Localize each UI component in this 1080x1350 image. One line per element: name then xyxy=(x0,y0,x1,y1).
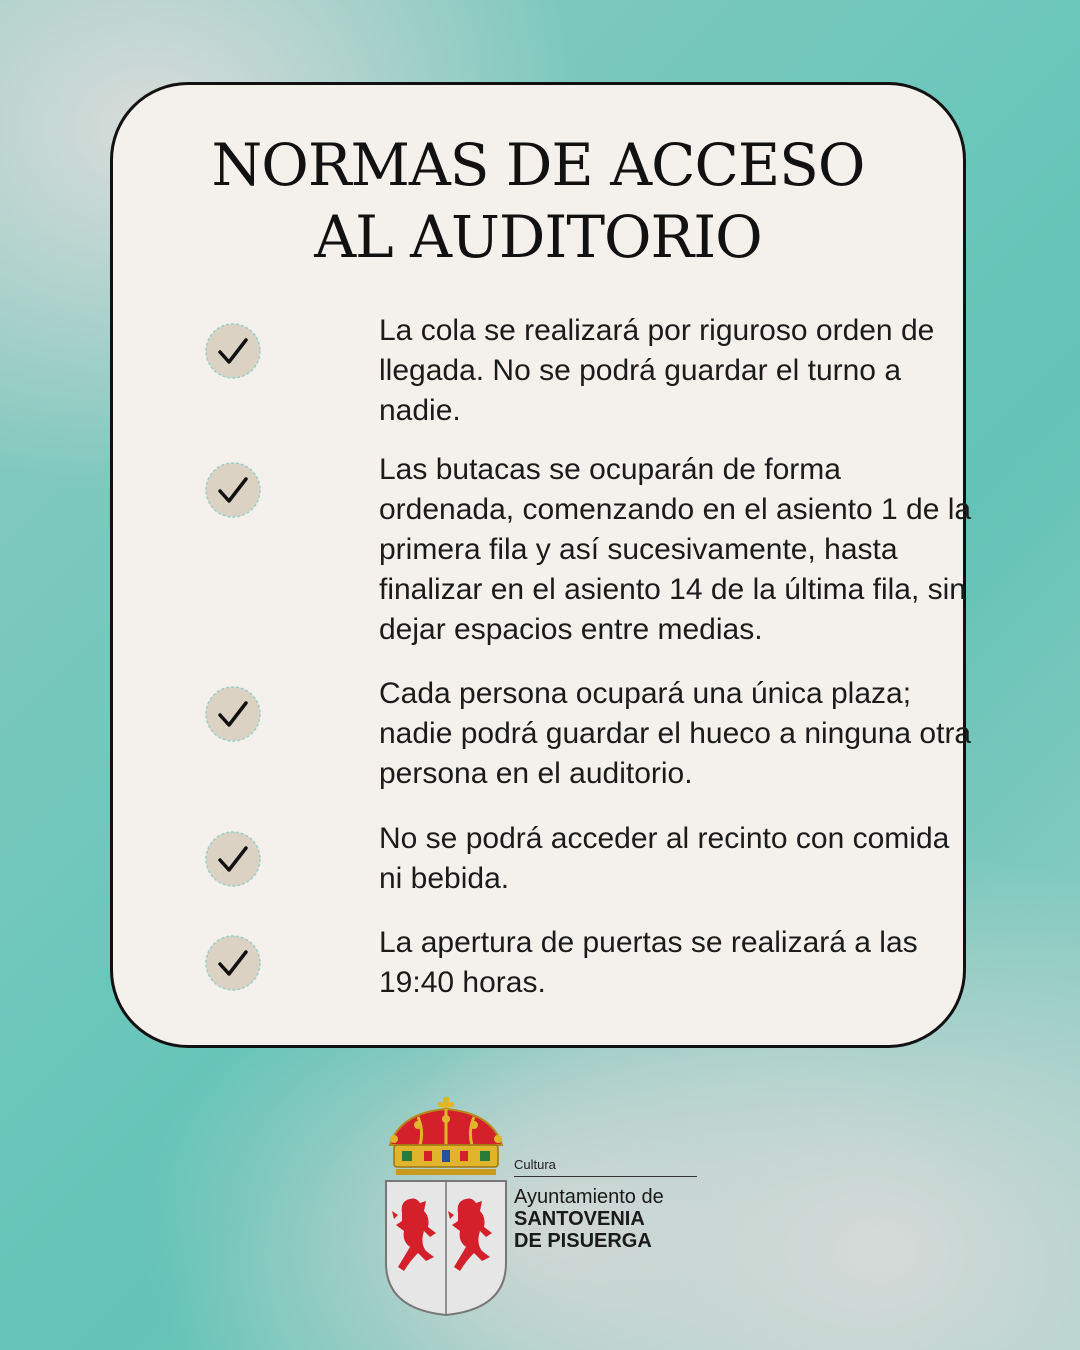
rule-text: No se podrá acceder al recinto con comida ni bebida. xyxy=(379,822,950,895)
rule-text: Cada persona ocupará una única plaza; nadie podrá guardar el hueco a ninguna otra persona en el auditorio. xyxy=(379,677,972,790)
check-badge-icon xyxy=(205,686,261,742)
check-badge-icon xyxy=(205,323,261,379)
municipal-logo xyxy=(380,1095,710,1320)
title-line-2: AL AUDITORIO xyxy=(314,203,762,271)
rule-text: La cola se realizará por riguroso orden de llegada. No se podrá guardar el turno a nadie. xyxy=(379,314,935,427)
check-badge-icon xyxy=(205,935,261,991)
divider xyxy=(514,1176,697,1177)
page-title xyxy=(113,129,963,273)
org-line-3: DE PISUERGA xyxy=(514,1230,652,1252)
org-line-2: SANTOVENIA xyxy=(514,1208,645,1230)
organization-name xyxy=(514,1186,664,1252)
rule-text: La apertura de puertas se realizará a las 19:40 horas. xyxy=(379,926,918,999)
rule-text: Las butacas se ocuparán de forma ordenada, comenzando en el asiento 1 de la primera fila y así sucesivamente, hasta finalizar en el asiento 14 de la última fila, sin dejar espacios entre medias. xyxy=(379,453,972,646)
rules-card xyxy=(110,82,972,1048)
title-line-1: NORMAS DE ACCESO xyxy=(211,131,865,199)
org-line-1: Ayuntamiento de xyxy=(514,1186,664,1208)
section-label: Cultura xyxy=(514,1157,556,1172)
check-badge-icon xyxy=(205,462,261,518)
check-badge-icon xyxy=(205,831,261,887)
coat-of-arms-icon xyxy=(380,1095,512,1320)
